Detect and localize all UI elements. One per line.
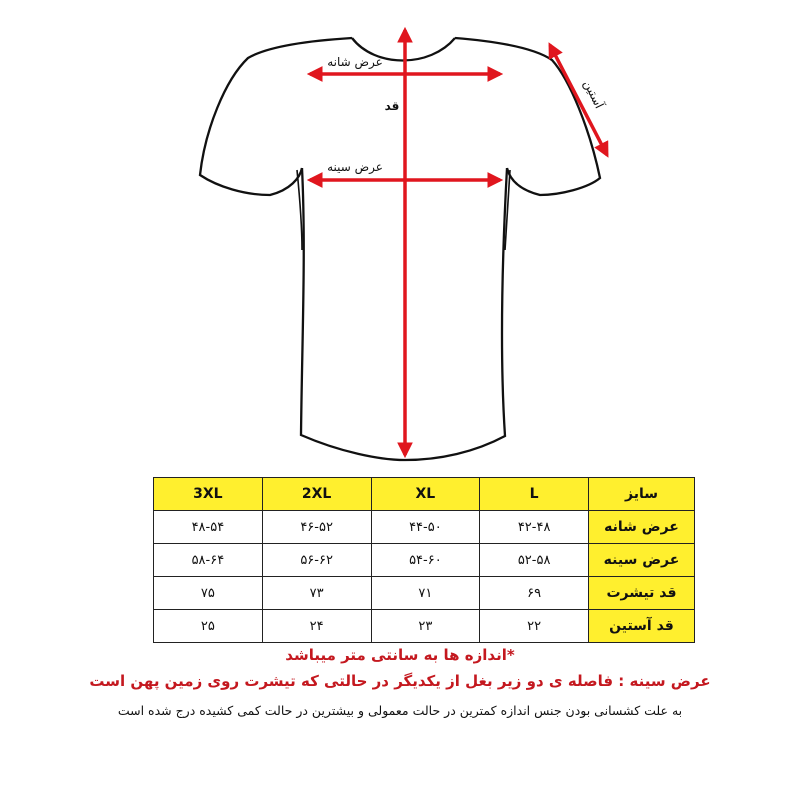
row-label-chest: عرض سینه	[589, 544, 695, 577]
size-col-3xl: 3XL	[154, 478, 263, 511]
table-cell: ۵۶-۶۲	[262, 544, 371, 577]
shoulder-width-label: عرض شانه	[327, 55, 383, 69]
table-cell: ۷۳	[262, 577, 371, 610]
table-header-label: سایز	[589, 478, 695, 511]
tshirt-armpit-left	[297, 170, 302, 250]
size-chart-table	[153, 477, 695, 643]
stretch-note: به علت کشسانی بودن جنس اندازه کمترین در حالت معمولی و بیشترین در حالت کمی کشیده درج شده است	[117, 703, 683, 718]
sleeve-label: آستین	[580, 77, 607, 111]
table-cell: ۵۸-۶۴	[154, 544, 263, 577]
chest-definition-note: عرض سینه : فاصله ی دو زیر بغل از یکدیگر در حالتی که تیشرت روی زمین پهن است	[89, 672, 711, 690]
units-note: *اندازه ها به سانتی متر میباشد	[285, 646, 515, 664]
table-cell: ۷۵	[154, 577, 263, 610]
table-row	[154, 577, 695, 610]
size-col-2xl: 2XL	[262, 478, 371, 511]
tshirt-outline	[200, 38, 600, 460]
table-header-row	[154, 478, 695, 511]
table-cell: ۴۸-۵۴	[154, 511, 263, 544]
row-label-length: قد تیشرت	[589, 577, 695, 610]
table-cell: ۲۲	[480, 610, 589, 643]
row-label-sleeve: قد آستین	[589, 610, 695, 643]
table-cell: ۲۳	[371, 610, 480, 643]
table-row	[154, 544, 695, 577]
table-cell: ۶۹	[480, 577, 589, 610]
table-row	[154, 511, 695, 544]
length-label: قد	[384, 99, 400, 113]
size-col-xl: XL	[371, 478, 480, 511]
chest-width-label: عرض سینه	[327, 160, 383, 174]
table-cell: ۷۱	[371, 577, 480, 610]
table-cell: ۴۴-۵۰	[371, 511, 480, 544]
table-cell: ۲۴	[262, 610, 371, 643]
table-cell: ۴۲-۴۸	[480, 511, 589, 544]
table-cell: ۲۵	[154, 610, 263, 643]
table-cell: ۵۴-۶۰	[371, 544, 480, 577]
row-label-shoulder: عرض شانه	[589, 511, 695, 544]
table-cell: ۵۲-۵۸	[480, 544, 589, 577]
table-row	[154, 610, 695, 643]
table-cell: ۴۶-۵۲	[262, 511, 371, 544]
size-col-l: L	[480, 478, 589, 511]
